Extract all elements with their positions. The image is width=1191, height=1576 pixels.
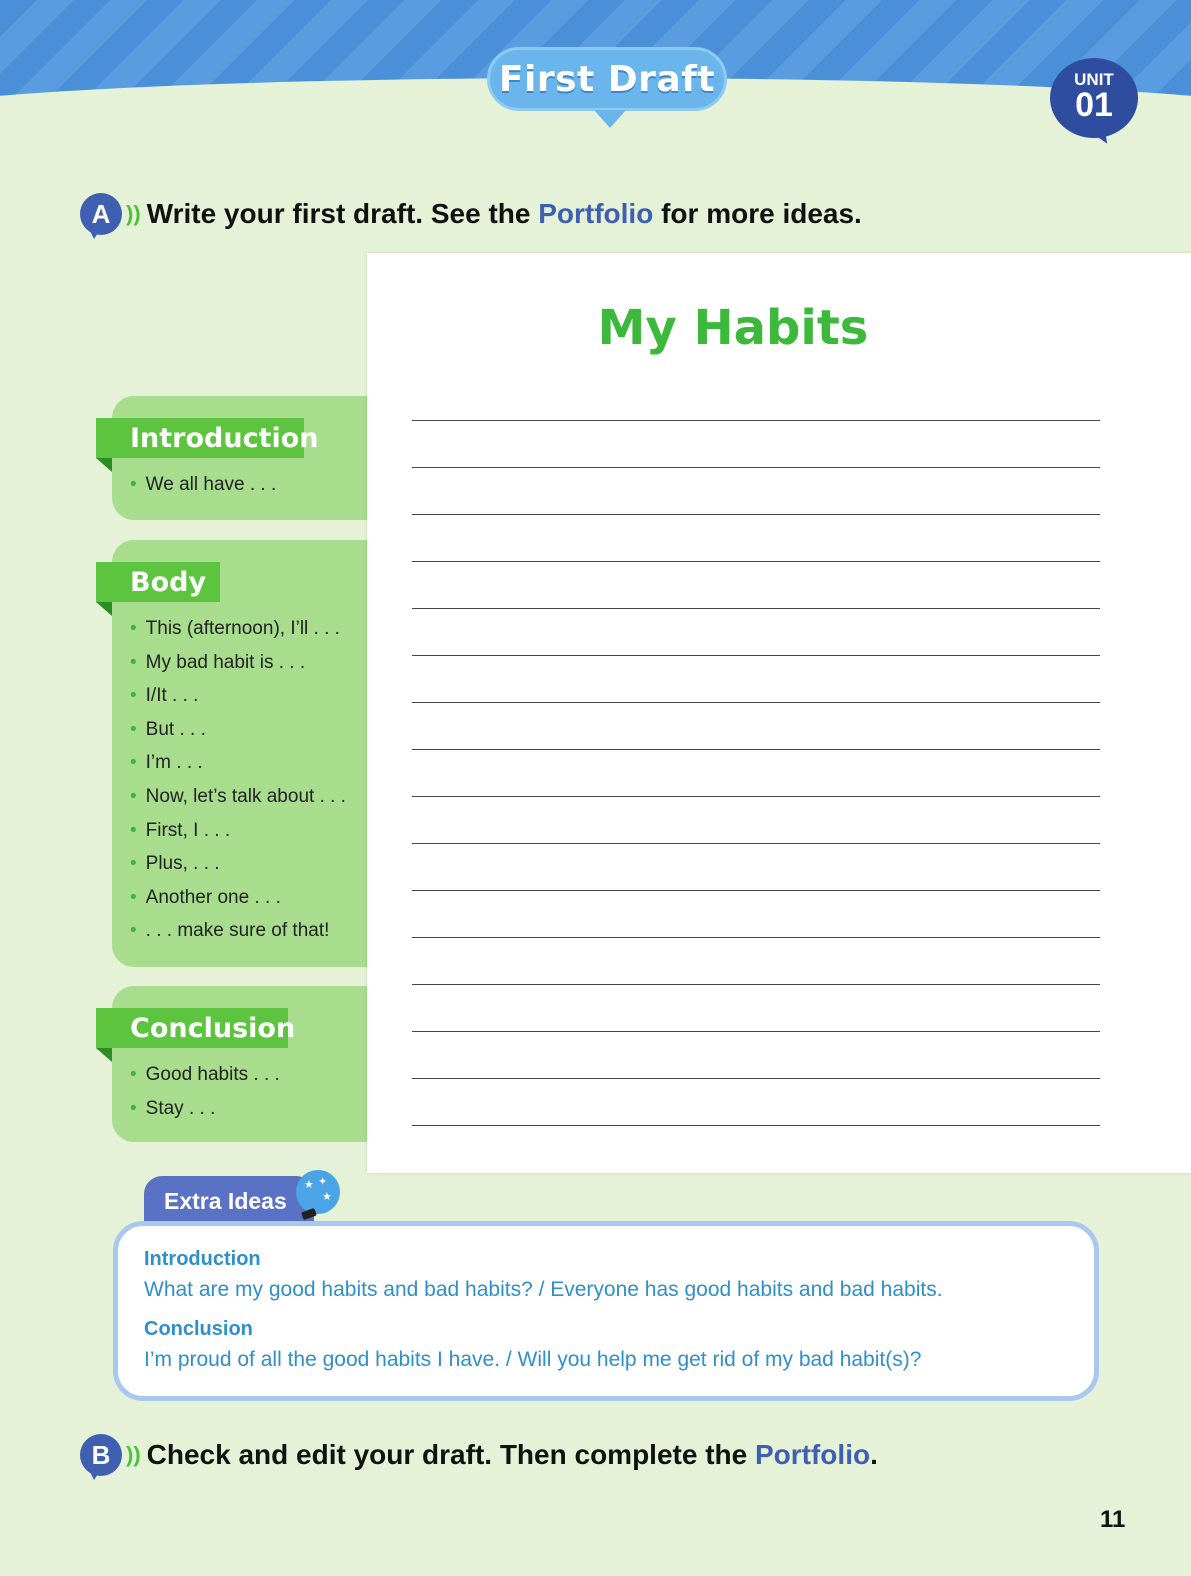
- unit-number: 01: [1075, 86, 1113, 124]
- lightbulb-icon: ★ ✦ ★: [296, 1170, 340, 1214]
- writing-line[interactable]: [412, 655, 1100, 656]
- list-item: • My bad habit is . . .: [130, 646, 346, 680]
- page-title: First Draft: [498, 58, 716, 100]
- unit-label: UNIT: [1074, 70, 1114, 89]
- step-a-text: Write your first draft. See the Portfolio for more ideas.: [146, 198, 862, 229]
- list-item: • Plus, . . .: [130, 847, 346, 881]
- step-a-instruction: [80, 193, 862, 235]
- sheet-title: My Habits: [597, 300, 869, 356]
- list-item: • Stay . . .: [130, 1092, 280, 1126]
- step-a-badge: A: [80, 193, 122, 235]
- writing-line[interactable]: [412, 608, 1100, 609]
- list-item: • This (afternoon), I’ll . . .: [130, 612, 346, 646]
- writing-line[interactable]: [412, 514, 1100, 515]
- list-item: • We all have . . .: [130, 468, 276, 502]
- extra-conclusion-heading: Conclusion: [144, 1318, 253, 1340]
- writing-line[interactable]: [412, 1078, 1100, 1079]
- body-tag: Body: [96, 562, 220, 602]
- list-item: • Another one . . .: [130, 881, 346, 915]
- step-b-text: Check and edit your draft. Then complete the Portfolio.: [146, 1439, 878, 1470]
- unit-badge: [1050, 58, 1138, 138]
- conclusion-tag: Conclusion: [96, 1008, 288, 1048]
- list-item: • I’m . . .: [130, 746, 346, 780]
- extra-ideas-box: [113, 1221, 1099, 1401]
- writing-line[interactable]: [412, 561, 1100, 562]
- introduction-hints: [130, 468, 276, 502]
- step-b-badge: B: [80, 1434, 122, 1476]
- writing-line[interactable]: [412, 984, 1100, 985]
- list-item: • First, I . . .: [130, 814, 346, 848]
- extra-conclusion-text: I’m proud of all the good habits I have. / Will you help me get rid of my bad habit(s)?: [144, 1348, 922, 1371]
- writing-line[interactable]: [412, 890, 1100, 891]
- writing-line[interactable]: [412, 420, 1100, 421]
- writing-line[interactable]: [412, 749, 1100, 750]
- introduction-tag: Introduction: [96, 418, 304, 458]
- portfolio-link[interactable]: Portfolio: [754, 1439, 871, 1470]
- sound-waves-icon: )): [126, 201, 141, 226]
- page-number: 11: [1100, 1506, 1126, 1533]
- list-item: • I/It . . .: [130, 679, 346, 713]
- body-hints: [130, 612, 346, 948]
- writing-line[interactable]: [412, 1031, 1100, 1032]
- list-item: • Now, let’s talk about . . .: [130, 780, 346, 814]
- list-item: • . . . make sure of that!: [130, 914, 346, 948]
- title-bubble: [487, 47, 727, 111]
- writing-line[interactable]: [412, 937, 1100, 938]
- list-item: • But . . .: [130, 713, 346, 747]
- extra-introduction-text: What are my good habits and bad habits? / Everyone has good habits and bad habits.: [144, 1278, 943, 1301]
- sound-waves-icon: )): [126, 1442, 141, 1467]
- writing-sheet[interactable]: [367, 253, 1191, 1173]
- writing-line[interactable]: [412, 843, 1100, 844]
- writing-line[interactable]: [412, 467, 1100, 468]
- writing-line[interactable]: [412, 702, 1100, 703]
- writing-line[interactable]: [412, 796, 1100, 797]
- extra-introduction-heading: Introduction: [144, 1248, 261, 1270]
- list-item: • Good habits . . .: [130, 1058, 280, 1092]
- portfolio-link[interactable]: Portfolio: [538, 198, 654, 229]
- writing-line[interactable]: [412, 1125, 1100, 1126]
- extra-ideas-tab: Extra Ideas: [144, 1176, 314, 1226]
- conclusion-hints: [130, 1058, 280, 1125]
- step-b-instruction: [80, 1434, 878, 1476]
